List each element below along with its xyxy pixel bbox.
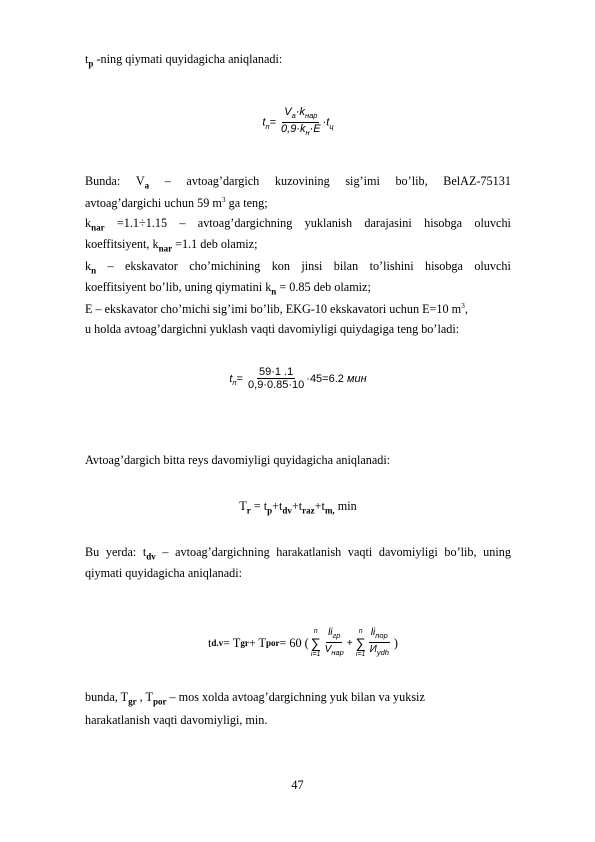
tdv-sub: dv <box>146 551 156 562</box>
word: oluvchi <box>474 259 511 273</box>
f4-num2 <box>369 627 390 643</box>
bt-rest: – mos xolda avtoag’dargichning yuk bilan va yuksiz <box>166 690 425 704</box>
f1-eq: = <box>269 116 276 129</box>
f3-t: T <box>239 499 247 513</box>
f4-den1 <box>323 643 346 659</box>
f4-den2 <box>368 643 391 659</box>
tdv-symbol <box>143 545 156 561</box>
f4-den1-text: V <box>324 644 332 655</box>
word: yerda: <box>105 545 137 559</box>
f4-lhs: t <box>208 635 212 650</box>
formula-tdv <box>208 620 398 666</box>
f1-num-k: k <box>299 106 305 118</box>
sum2-bot: i=1 <box>355 651 366 658</box>
u-holda-line: u holda avtoag’dargichni yuklash vaqti davomiyligi quiydagiga teng bo’ladi: <box>85 322 460 336</box>
word: cho’michining <box>189 259 261 273</box>
word: yuklanish <box>304 216 353 230</box>
word: – <box>179 216 186 230</box>
f3-p-sub: p <box>267 505 273 516</box>
f1-num-v: V <box>284 106 292 118</box>
sum1-top: n <box>313 628 318 635</box>
f4-expression <box>309 627 391 659</box>
sum-symbol-2 <box>356 627 366 659</box>
k-nar-cont-pre: koeffitsiyent, k <box>85 237 159 251</box>
intro-line <box>85 52 282 68</box>
word: bo’lib, <box>395 174 428 188</box>
page-number: 47 <box>291 778 304 792</box>
tdv-t: t <box>142 545 147 559</box>
va-sub: a <box>144 180 150 191</box>
f1-den-e: ·E <box>309 123 321 136</box>
f1-fraction <box>279 106 323 139</box>
f2-numerator: 59·1 .1 <box>259 366 294 378</box>
k-n-symbol <box>85 259 96 275</box>
f4-por-sub: por <box>265 638 280 648</box>
f4-lhs-sub: d.v <box>211 638 224 648</box>
word: jinsi <box>301 259 323 273</box>
e-text: E – ekskavator cho’michi sig’imi bo’lib, EKG-10 ekskavatori uchun E=10 m <box>85 302 462 317</box>
bt-pre: bunda, T <box>85 690 129 704</box>
f4-num1-sub: гр <box>332 631 341 640</box>
word: ekskavator <box>125 259 178 273</box>
va-cont-end: ga teng; <box>225 196 268 211</box>
f4-plus: + T <box>248 635 266 650</box>
va-symbol <box>136 174 149 190</box>
f4-eq: = 60 ( <box>279 635 309 650</box>
f4-fraction-2 <box>368 627 391 659</box>
e-sup: 3 <box>461 301 465 310</box>
va-v: V <box>135 174 145 188</box>
k-nar-line <box>85 216 511 232</box>
sum-symbol-1 <box>311 627 321 659</box>
f3-unit: min <box>334 499 357 513</box>
intro-t: t <box>85 52 89 66</box>
word: darajasini <box>364 216 412 230</box>
va-cont-sup: 3 <box>221 195 226 204</box>
f4-fraction-1 <box>323 627 346 659</box>
bt-por-sub: por <box>152 696 167 707</box>
f3-dv-sub: dv <box>282 505 292 516</box>
k-n-cont-sub: n <box>271 286 277 297</box>
sum1-sign: ∑ <box>310 635 321 651</box>
word: bilan <box>333 259 359 273</box>
k-nar-sub: nar <box>91 222 105 233</box>
formula-tp-value <box>85 366 511 392</box>
word: Bunda: <box>85 174 121 188</box>
f4-close: ) <box>393 635 398 650</box>
f1-den-a: 0,9·k <box>281 123 306 136</box>
intro-t-sub: p <box>88 58 94 69</box>
f1-mul: ·t <box>322 116 330 129</box>
f1-lhs: t <box>262 116 266 129</box>
sum1-bot: i=1 <box>310 651 321 658</box>
f2-fraction <box>246 366 306 392</box>
bunda-va-line <box>85 174 511 190</box>
k-nar-cont-sub: nar <box>158 243 173 254</box>
k-n-cont <box>85 280 371 296</box>
k-n-line <box>85 259 511 275</box>
e-end: , <box>464 302 468 317</box>
k-nar-cont <box>85 237 257 253</box>
k-nar-symbol <box>85 216 105 232</box>
f1-num-k-sub: нар <box>304 111 318 121</box>
f4-den2-sub: ydh <box>376 648 389 657</box>
word: avtoag’dargichning <box>175 545 270 559</box>
f3-eq: = t <box>250 499 268 513</box>
f2-unit: мин <box>346 372 367 385</box>
f1-denominator <box>279 123 323 139</box>
f3-plus2: +t <box>291 499 303 513</box>
f1-mul-sub: ц <box>329 121 334 131</box>
word: harakatlanish <box>276 545 342 559</box>
bunda-t-line <box>85 690 425 706</box>
f1-num-dot: · <box>295 106 300 118</box>
f1-num-v-sub: a <box>291 111 296 121</box>
f2-denominator: 0,9·0.85·10 <box>248 379 305 391</box>
formula-tp <box>85 106 511 139</box>
word: bo’lib, <box>444 545 477 559</box>
bt-mid: , T <box>136 690 153 704</box>
word: hisobga <box>424 216 463 230</box>
bunda-va-cont <box>85 195 268 211</box>
f2-lhs: t <box>229 372 233 385</box>
f4-plus-sign: + <box>346 637 353 649</box>
word: kon <box>271 259 290 273</box>
reys-line: Avtoag’dargich bitta reys davomiyligi quyidagicha aniqlanadi: <box>85 453 391 467</box>
k-n-cont-pre: koeffitsiyent bo’lib, uning qiymatini k <box>85 280 272 294</box>
word: BelAZ-75131 <box>443 174 511 188</box>
word: hisobga <box>425 259 463 273</box>
formula-tr <box>85 499 511 515</box>
f2-result: ·45=6.2 <box>306 372 344 385</box>
word: =1.1÷1.15 <box>116 216 168 230</box>
f4-num2-text: li <box>370 627 376 638</box>
f4-num1 <box>326 627 342 643</box>
k-n-cont-end: = 0.85 deb olamiz; <box>276 280 371 294</box>
f3-t-sub: r <box>246 505 251 516</box>
f4-num2-sub: пор <box>375 631 388 640</box>
f1-lhs-sub: п <box>265 121 270 131</box>
bu-yerda-line <box>85 545 511 561</box>
f4-num1-text: li <box>328 627 333 638</box>
f3-plus3: +t <box>314 499 325 513</box>
k-n-sub: n <box>91 265 97 276</box>
k-nar-k: k <box>85 216 92 230</box>
f3-plus1: +t <box>272 499 283 513</box>
f4-gr-sub: gr <box>240 638 249 648</box>
word: to’lishini <box>369 259 414 273</box>
word: sig’imi <box>345 174 380 188</box>
word: vaqti <box>347 545 373 559</box>
bu-yerda-cont: qiymati quyidagicha aniqlanadi: <box>85 566 243 580</box>
word: uning <box>483 545 511 559</box>
sum2-top: n <box>358 628 363 635</box>
word: Bu <box>85 545 100 559</box>
f4-mid: = T <box>223 635 241 650</box>
f3-raz-sub: raz <box>302 505 315 516</box>
word: oluvchi <box>474 216 511 230</box>
word: – <box>107 259 114 273</box>
va-cont-text: avtoag’dargichi uchun 59 m <box>85 196 222 211</box>
harakat-line: harakatlanish vaqti davomiyligi, min. <box>85 713 268 727</box>
f4-den1-sub: нар <box>331 648 344 657</box>
f3-m-sub: m, <box>324 505 335 516</box>
sum2-sign: ∑ <box>355 635 366 651</box>
f1-numerator <box>282 106 319 123</box>
word: davomiyligi <box>378 545 438 559</box>
intro-text: -ning qiymati quyidagicha aniqlanadi: <box>93 52 283 66</box>
f2-eq: = <box>236 372 243 385</box>
bt-gr-sub: gr <box>128 696 137 707</box>
word: avtoag’dargich <box>186 174 260 188</box>
k-nar-cont-end: =1.1 deb olamiz; <box>172 237 258 251</box>
f4-den2-text: И <box>369 644 377 655</box>
f2-lhs-sub: п <box>232 378 237 388</box>
e-line <box>85 301 468 317</box>
word: – <box>162 545 169 559</box>
word: – <box>164 174 171 188</box>
word: avtoag’dargichning <box>197 216 293 230</box>
k-n-k: k <box>85 259 92 273</box>
f1-den-sub: н <box>305 128 310 138</box>
word: kuzovining <box>274 174 330 188</box>
